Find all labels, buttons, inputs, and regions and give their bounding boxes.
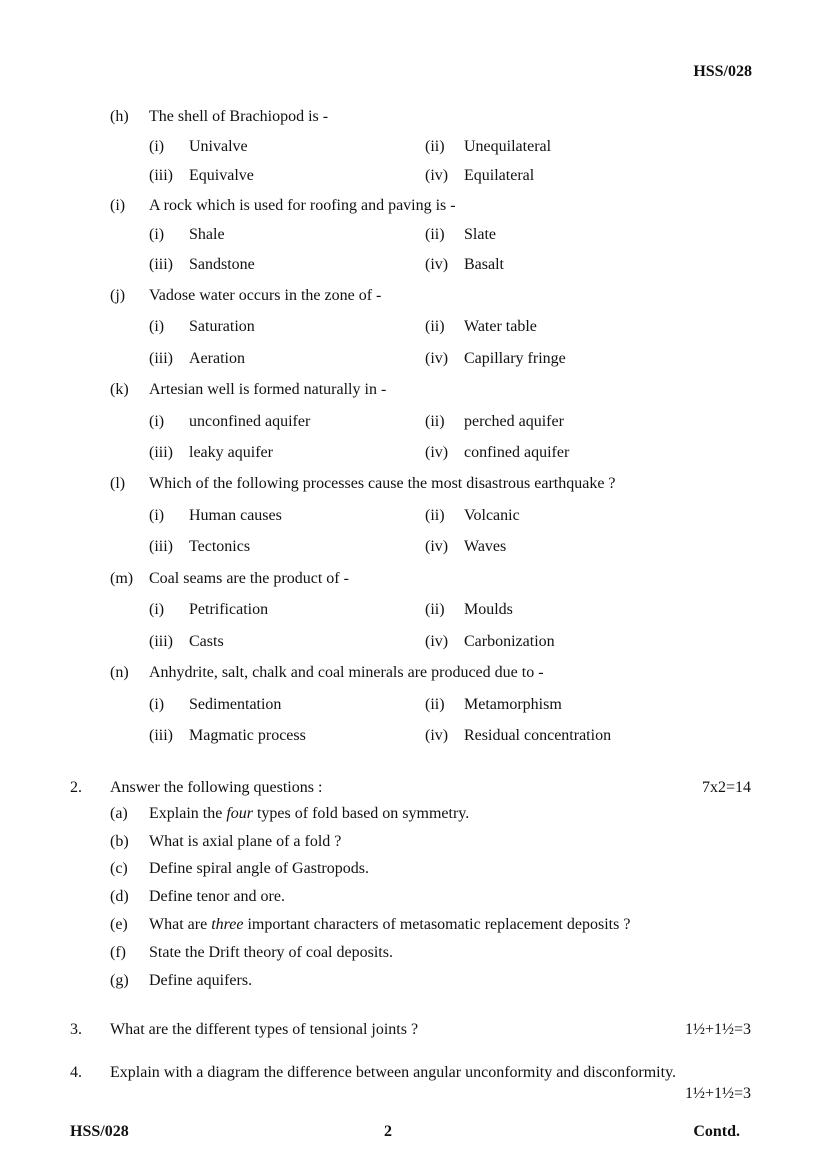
option-num: (iv) [425, 350, 449, 367]
option-text: Human causes [189, 507, 282, 524]
option-num: (i) [149, 413, 165, 430]
item-label: (f) [110, 944, 126, 961]
question-number: 2. [70, 779, 82, 796]
option-num: (ii) [425, 138, 445, 155]
option-text: Slate [464, 226, 496, 243]
item-text: What is axial plane of a fold ? [149, 833, 342, 850]
item-label: (i) [110, 197, 126, 214]
page-number: 2 [384, 1123, 392, 1140]
header-code: HSS/028 [693, 63, 752, 80]
option-text: Sedimentation [189, 696, 282, 713]
option-num: (i) [149, 318, 165, 335]
option-num: (i) [149, 696, 165, 713]
option-text: Waves [464, 538, 507, 555]
option-num: (i) [149, 601, 165, 618]
item-text: Explain the four types of fold based on symmetry. [149, 805, 470, 822]
question-marks: 1½+1½=3 [684, 1085, 751, 1102]
item-label: (g) [110, 972, 129, 989]
option-text: unconfined aquifer [189, 413, 311, 430]
item-text: What are three important characters of metasomatic replacement deposits ? [149, 916, 631, 933]
item-label: (k) [110, 381, 129, 398]
option-num: (i) [149, 138, 165, 155]
option-num: (ii) [425, 601, 445, 618]
option-text: Metamorphism [464, 696, 562, 713]
item-label: (b) [110, 833, 129, 850]
option-num: (iii) [149, 444, 173, 461]
option-text: Equivalve [189, 167, 254, 184]
option-num: (ii) [425, 413, 445, 430]
option-text: Capillary fringe [464, 350, 566, 367]
option-num: (ii) [425, 226, 445, 243]
option-num: (iii) [149, 727, 173, 744]
option-num: (ii) [425, 507, 445, 524]
footer-code: HSS/028 [70, 1123, 129, 1140]
question-title: Answer the following questions : [110, 779, 323, 796]
item-label: (n) [110, 664, 129, 681]
option-text: Carbonization [464, 633, 555, 650]
option-text: Sandstone [189, 256, 255, 273]
option-text: Water table [464, 318, 537, 335]
item-label: (l) [110, 475, 126, 492]
option-text: Aeration [189, 350, 245, 367]
option-num: (i) [149, 507, 165, 524]
option-text: Univalve [189, 138, 248, 155]
option-num: (iii) [149, 167, 173, 184]
item-label: (h) [110, 108, 129, 125]
option-num: (iii) [149, 538, 173, 555]
option-text: Volcanic [464, 507, 520, 524]
option-text: Casts [189, 633, 224, 650]
question-marks: 7x2=14 [701, 779, 751, 796]
item-text: Define aquifers. [149, 972, 253, 989]
option-text: Basalt [464, 256, 504, 273]
item-label: (a) [110, 805, 128, 822]
footer-contd: Contd. [693, 1123, 740, 1140]
item-question: Vadose water occurs in the zone of - [149, 287, 382, 304]
option-text: Saturation [189, 318, 255, 335]
option-num: (ii) [425, 318, 445, 335]
item-label: (j) [110, 287, 126, 304]
item-question: Artesian well is formed naturally in - [149, 381, 387, 398]
option-text: Magmatic process [189, 727, 306, 744]
option-num: (iv) [425, 167, 449, 184]
question-text: Explain with a diagram the difference between angular unconformity and disconformity. [110, 1064, 677, 1081]
item-label: (m) [110, 570, 134, 587]
item-text: Define tenor and ore. [149, 888, 285, 905]
item-text: State the Drift theory of coal deposits. [149, 944, 393, 961]
option-num: (iii) [149, 350, 173, 367]
option-text: perched aquifer [464, 413, 564, 430]
item-question: Anhydrite, salt, chalk and coal minerals are produced due to - [149, 664, 544, 681]
option-num: (iv) [425, 633, 449, 650]
question-marks: 1½+1½=3 [684, 1021, 751, 1038]
item-question: Coal seams are the product of - [149, 570, 349, 587]
item-label: (c) [110, 860, 128, 877]
item-text: Define spiral angle of Gastropods. [149, 860, 369, 877]
option-text: leaky aquifer [189, 444, 273, 461]
option-text: Petrification [189, 601, 269, 618]
item-question: The shell of Brachiopod is - [149, 108, 329, 125]
option-text: confined aquifer [464, 444, 570, 461]
option-num: (iv) [425, 444, 449, 461]
option-num: (ii) [425, 696, 445, 713]
option-num: (iv) [425, 538, 449, 555]
question-number: 3. [70, 1021, 82, 1038]
option-num: (iii) [149, 256, 173, 273]
option-num: (iii) [149, 633, 173, 650]
question-number: 4. [70, 1064, 82, 1081]
option-text: Moulds [464, 601, 513, 618]
option-text: Shale [189, 226, 225, 243]
item-question: Which of the following processes cause the most disastrous earthquake ? [149, 475, 616, 492]
option-text: Unequilateral [464, 138, 552, 155]
option-text: Equilateral [464, 167, 535, 184]
question-text: What are the different types of tensional joints ? [110, 1021, 419, 1038]
item-label: (e) [110, 916, 128, 933]
item-label: (d) [110, 888, 129, 905]
option-num: (i) [149, 226, 165, 243]
option-num: (iv) [425, 256, 449, 273]
option-num: (iv) [425, 727, 449, 744]
option-text: Tectonics [189, 538, 251, 555]
item-question: A rock which is used for roofing and paving is - [149, 197, 456, 214]
option-text: Residual concentration [464, 727, 612, 744]
